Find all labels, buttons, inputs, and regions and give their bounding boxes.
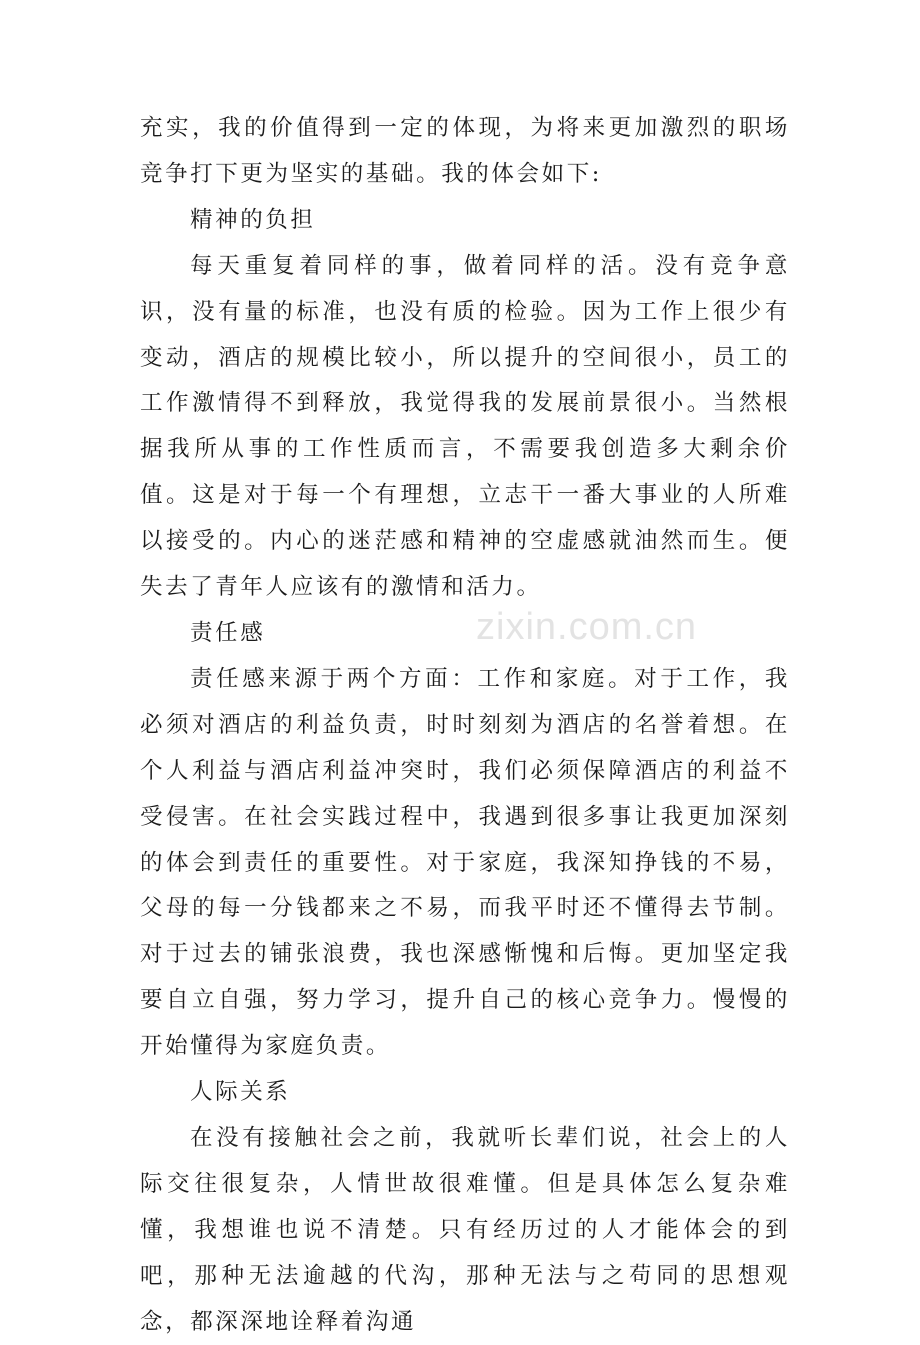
document-body [140,106,790,1345]
section-heading-responsibility: 责任感 [190,619,266,646]
section-heading-relationships: 人际关系 [190,1079,291,1106]
paragraph-relationships: 在没有接触社会之前，我就听长辈们说，社会上的人际交往很复杂，人情世故很难懂。但是具体怎么复杂难懂，我想谁也说不清楚。只有经历过的人才能体会的到吧，那种无法逾越的代沟，那种无法与之苟同的思想观念，都深深地诠释着沟通 [140,1124,790,1335]
paragraph-continuation: 充实，我的价值得到一定的体现，为将来更加激烈的职场竞争打下更为坚实的基础。我的体会如下: [140,115,790,187]
watermark: zixin.com.cn [476,606,698,648]
paragraph-mental-burden: 每天重复着同样的事，做着同样的活。没有竞争意识，没有量的标准，也没有质的检验。因为工作上很少有变动，酒店的规模比较小，所以提升的空间很小，员工的工作激情得不到释放，我觉得我的发展前景很小。当然根据我所从事的工作性质而言，不需要我创造多大剩余价值。这是对于每一个有理想，立志干一番大事业的人所难以接受的。内心的迷茫感和精神的空虚感就油然而生。便失去了青年人应该有的激情和活力。 [140,252,790,601]
paragraph-responsibility: 责任感来源于两个方面：工作和家庭。对于工作，我必须对酒店的利益负责，时时刻刻为酒店的名誉着想。在个人利益与酒店利益冲突时，我们必须保障酒店的利益不受侵害。在社会实践过程中，我遇到很多事让我更加深刻的体会到责任的重要性。对于家庭，我深知挣钱的不易，父母的每一分钱都来之不易，而我平时还不懂得去节制。对于过去的铺张浪费，我也深感惭愧和后悔。更加坚定我要自立自强，努力学习，提升自己的核心竞争力。慢慢的开始懂得为家庭负责。 [140,665,790,1060]
section-heading-mental-burden: 精神的负担 [190,206,316,233]
